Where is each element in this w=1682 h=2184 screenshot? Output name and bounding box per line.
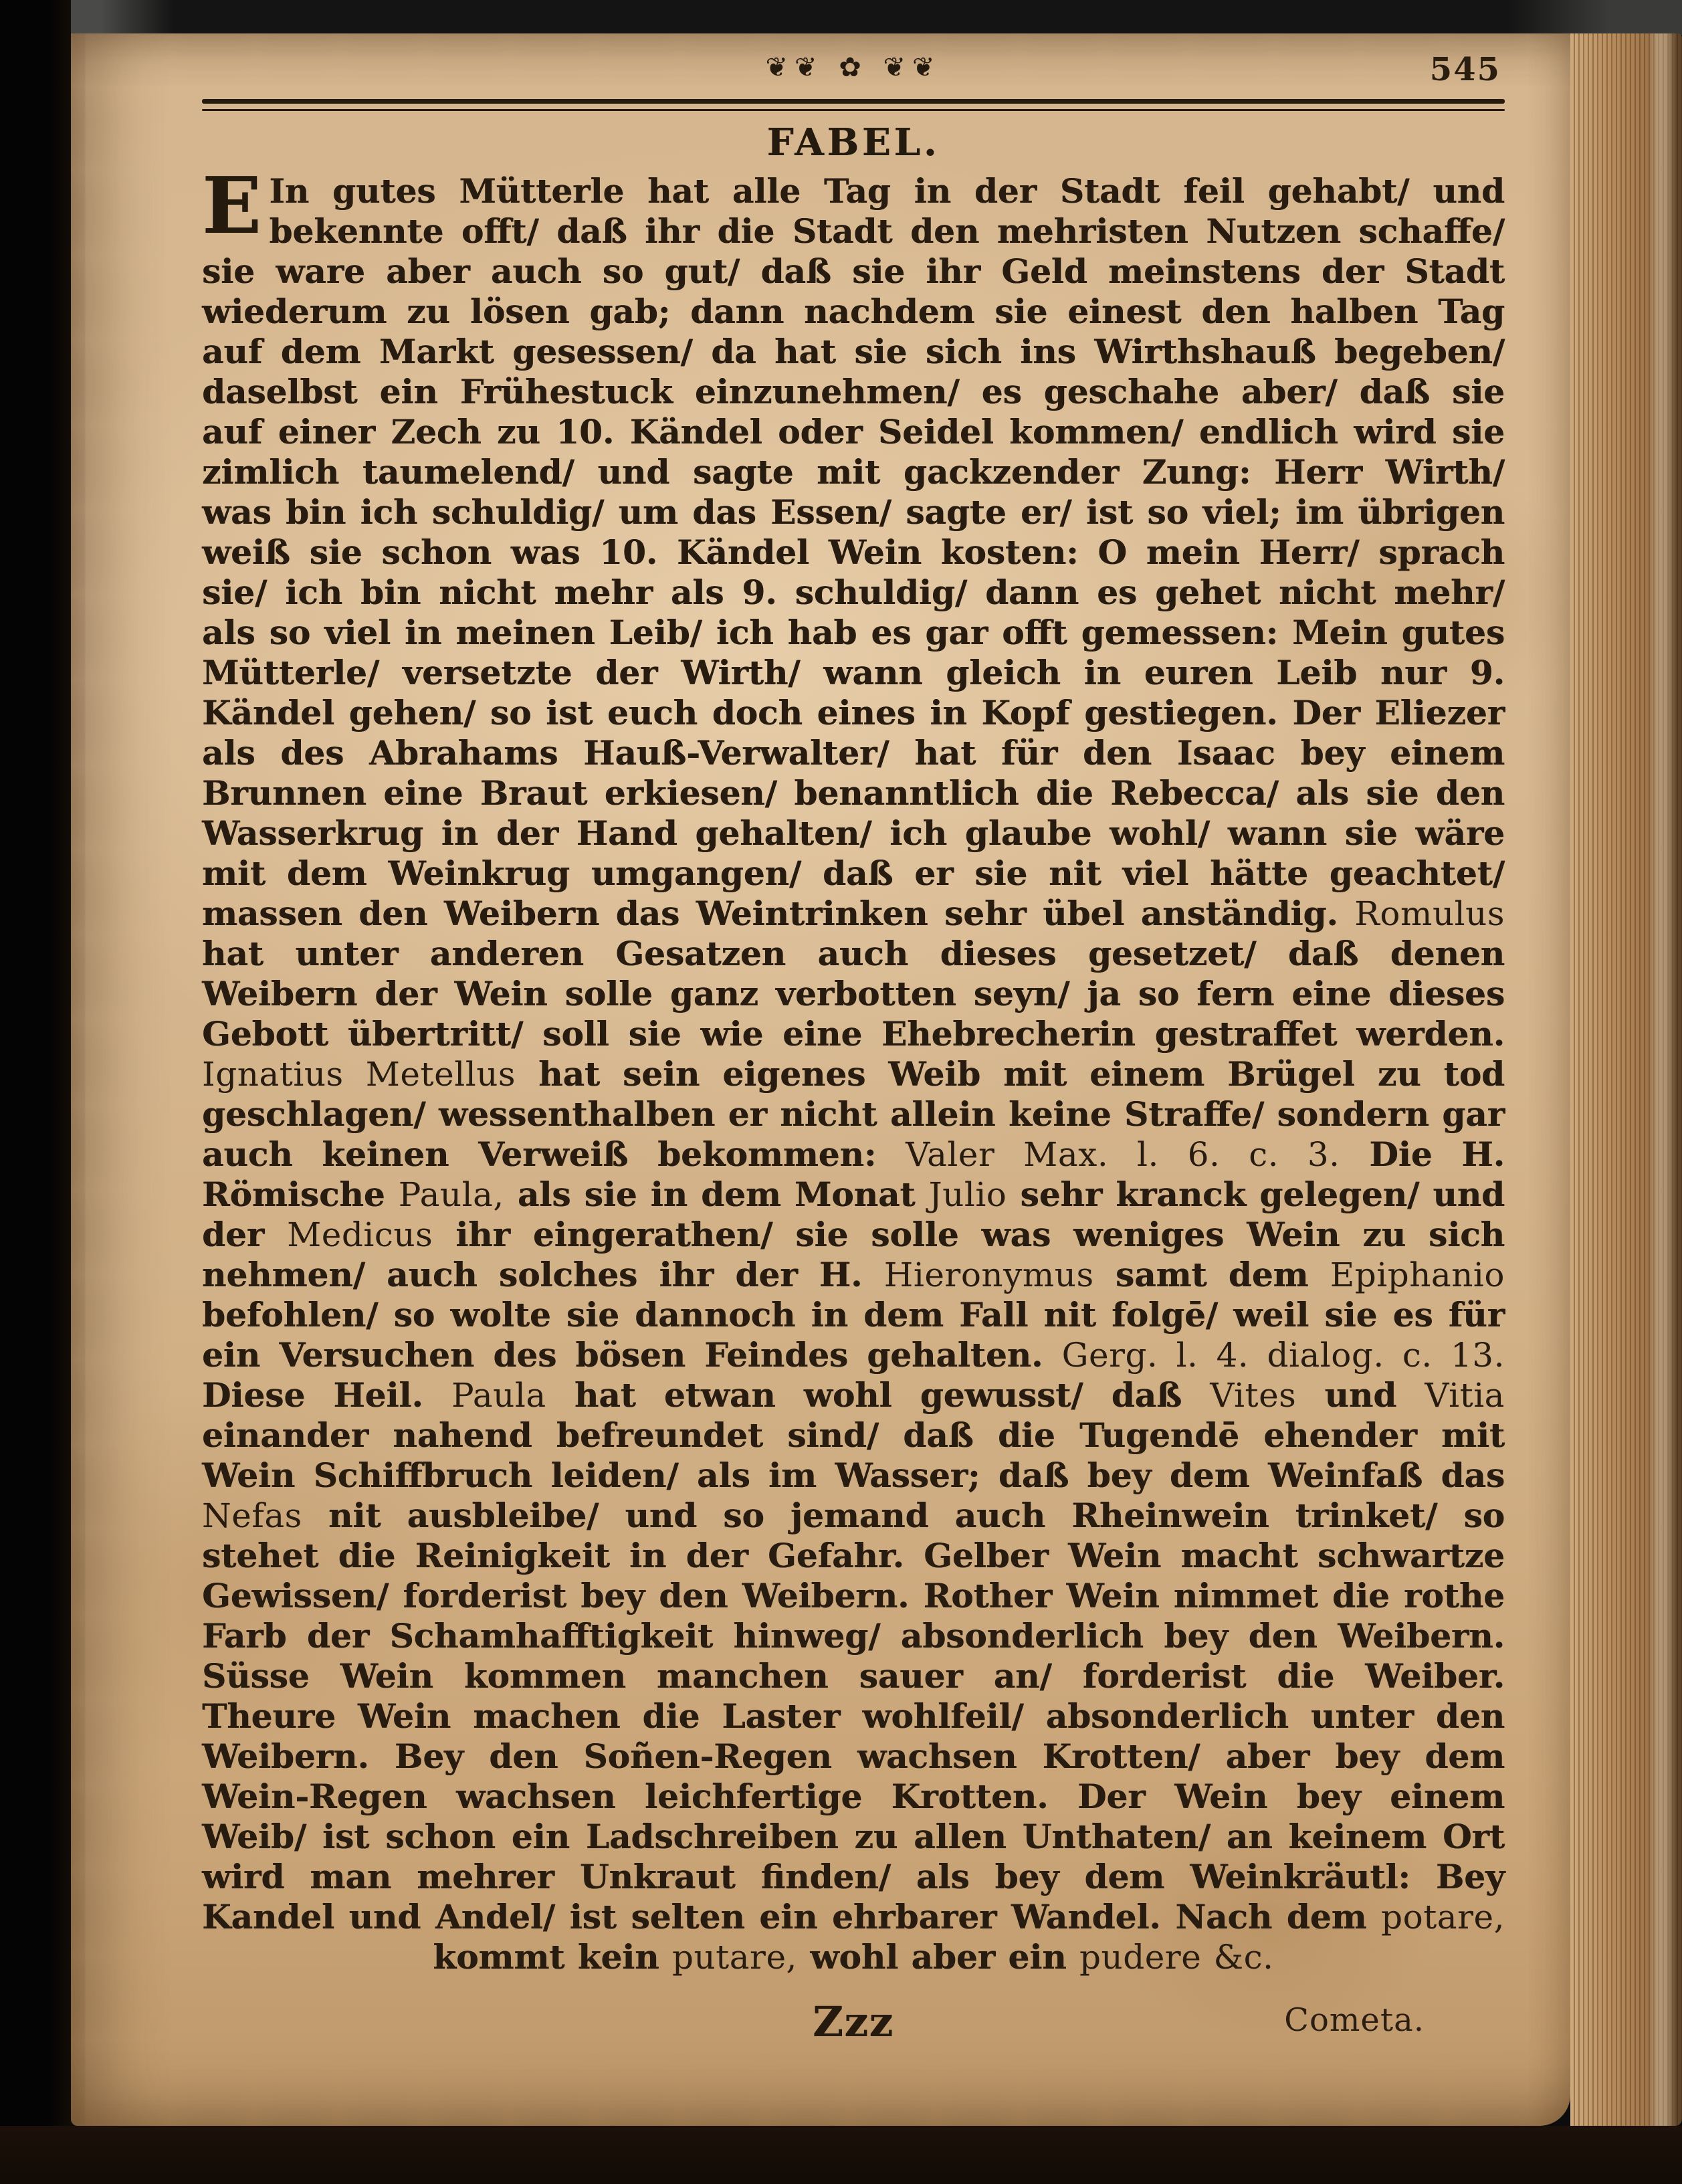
body-segment-antiqua: Paula [451, 1376, 546, 1415]
body-paragraph [202, 161, 1505, 1977]
book-page [71, 33, 1570, 2126]
body-segment-antiqua: potare, [1381, 1898, 1505, 1937]
body-segment-antiqua: Ignatius Metellus [202, 1055, 516, 1094]
page-footer [202, 1997, 1505, 2051]
body-segment-fraktur: Diese Heil. [202, 1375, 451, 1415]
page-number: 545 [1429, 51, 1501, 88]
drop-cap-initial: E [202, 161, 261, 252]
body-segment-fraktur: In gutes Mütterle hat alle Tag in der Stadt feil gehabt/ und bekennte offt/ daß ihr die Stadt den mehristen Nutzen schaffe/ sie ware aber auch so gut/ daß sie ihr Geld meinstens der Stadt wiederum zu lösen gab; dann nachdem sie einest den halben Tag auf dem Markt gesessen/ da hat sie sich ins Wirthshauß begeben/ daselbst ein Frühestuck einzunehmen/ es geschahe aber/ daß sie auf einer Zech zu 10. Kändel oder Seidel kommen/ endlich wird sie zimlich taumelend/ und sagte mit gackzender Zung: Herr Wirth/ was bin ich schuldig/ um das Essen/ sagte er/ ist so viel; im übrigen weiß sie schon was 10. Kändel Wein kosten: O mein Herr/ sprach sie/ ich bin nicht mehr als 9. schuldig/ dann es gehet nicht mehr/ als so viel in meinen Leib/ ich hab es gar offt gemessen: Mein gutes Mütterle/ versetzte der Wirth/ wann gleich in euren Leib nur 9. Kändel gehen/ so ist euch doch eines in Kopf gestiegen. Der Eliezer als des Abrahams Hauß-Verwalter/ hat für den Isaac bey einem Brunnen eine Braut erkiesen/ benanntlich die Rebecca/ als sie den Wasserkrug in der Hand gehalten/ ich glaube wohl/ wann sie wäre mit dem Weinkrug umgangen/ daß er sie nit viel hätte geachtet/ massen den Weibern das Weintrinken sehr übel anständig. [202, 171, 1505, 933]
body-segment-antiqua: putare, [671, 1938, 797, 1977]
body-segment-antiqua: Hieronymus [883, 1256, 1094, 1294]
header-ornament-icon: ❦❦ ✿ ❦❦ [765, 52, 942, 83]
body-segment-fraktur: und [1296, 1375, 1425, 1415]
body-segment-fraktur: hat sein eigenes Weib mit einem Brügel zu tod geschlagen/ wessenthalben er nicht allein keine Straffe/ sondern gar auch keinen Verweiß bekommen: [202, 1054, 1505, 1174]
scan-bottom-band [0, 2126, 1682, 2184]
section-heading: FABEL. [766, 120, 940, 165]
body-segment-antiqua: Nefas [202, 1496, 302, 1535]
body-segment-antiqua: Julio [928, 1175, 1007, 1214]
body-segment-antiqua: pudere &c. [1079, 1938, 1274, 1977]
body-segment-antiqua: Vites [1210, 1376, 1297, 1415]
body-segment-fraktur: Die H. Römische [202, 1134, 1505, 1214]
body-text [202, 161, 1505, 1977]
header-rules [202, 99, 1505, 111]
body-segment-fraktur: befohlen/ so wolte sie dannoch in dem Fall nit folgē/ weil sie es für ein Versuchen des bösen Feindes gehalten. [202, 1295, 1505, 1375]
header-rule-thin [202, 109, 1505, 111]
scan-left-gutter [0, 0, 71, 2184]
body-segment-fraktur: nit ausbleibe/ und so jemand auch Rheinwein trinket/ so stehet die Reinigkeit in der Gefahr. Gelber Wein macht schwartze Gewissen/ forderist bey den Weibern. Rother Wein nimmet die rothe Farb der Schamhafftigkeit hinweg/ absonderlich bey den Weibern. Süsse Wein kommen manchen sauer an/ forderist die Weiber. Theure Wein machen die Laster wohlfeil/ absonderlich unter den Weibern. Bey den Soñen-Regen wachsen Krotten/ aber bey dem Wein-Regen wachsen leichfertige Krotten. Der Wein bey einem Weib/ ist schon ein Ladschreiben zu allen Unthaten/ an keinem Ort wird man mehrer Unkraut finden/ als bey dem Weinkräutl: Bey Kandel und Andel/ ist selten ein ehrbarer Wandel. Nach dem [202, 1496, 1505, 1937]
page-header [202, 52, 1505, 90]
body-segment-fraktur: kommt kein [433, 1937, 672, 1977]
body-segment-fraktur: hat etwan wohl gewusst/ daß [546, 1375, 1211, 1415]
body-segment-fraktur: hat unter anderen Gesatzen auch dieses gesetzet/ daß denen Weibern der Wein solle ganz verbotten seyn/ ja so fern eine dieses Gebott übertritt/ soll sie wie eine Ehebrecherin gestraffet werden. [202, 934, 1505, 1054]
catchword: Cometa. [1284, 2001, 1425, 2039]
body-segment-antiqua: Gerg. l. 4. dialog. c. 13. [1061, 1336, 1505, 1375]
body-segment-fraktur: wohl aber ein [797, 1937, 1079, 1977]
signature-mark: Zzz [813, 1997, 894, 2046]
body-segment-antiqua: Epiphanio [1330, 1256, 1505, 1294]
body-segment-antiqua: Vitia [1425, 1376, 1505, 1415]
body-segment-antiqua: Valer Max. l. 6. c. 3. [906, 1135, 1340, 1174]
header-rule-thick [202, 99, 1505, 104]
body-segment-fraktur: als sie in dem Monat [504, 1175, 929, 1214]
body-segment-antiqua: Paula, [398, 1175, 504, 1214]
body-segment-fraktur: sehr kranck gelegen/ und der [202, 1175, 1505, 1254]
body-segment-antiqua: Romulus [1354, 894, 1505, 933]
body-segment-fraktur: einander nahend befreundet sind/ daß die Tugendē ehender mit Wein Schiffbruch leiden/ als im Wasser; daß bey dem Weinfaß das [202, 1415, 1505, 1495]
scan-top-band [0, 0, 1682, 35]
body-segment-antiqua: Medicus [287, 1215, 433, 1254]
body-segment-fraktur: ihr eingerathen/ sie solle was weniges Wein zu sich nehmen/ auch solches ihr der H. [202, 1215, 1505, 1294]
body-segment-fraktur: samt dem [1093, 1255, 1330, 1294]
page-edge-stack [1570, 33, 1682, 2126]
